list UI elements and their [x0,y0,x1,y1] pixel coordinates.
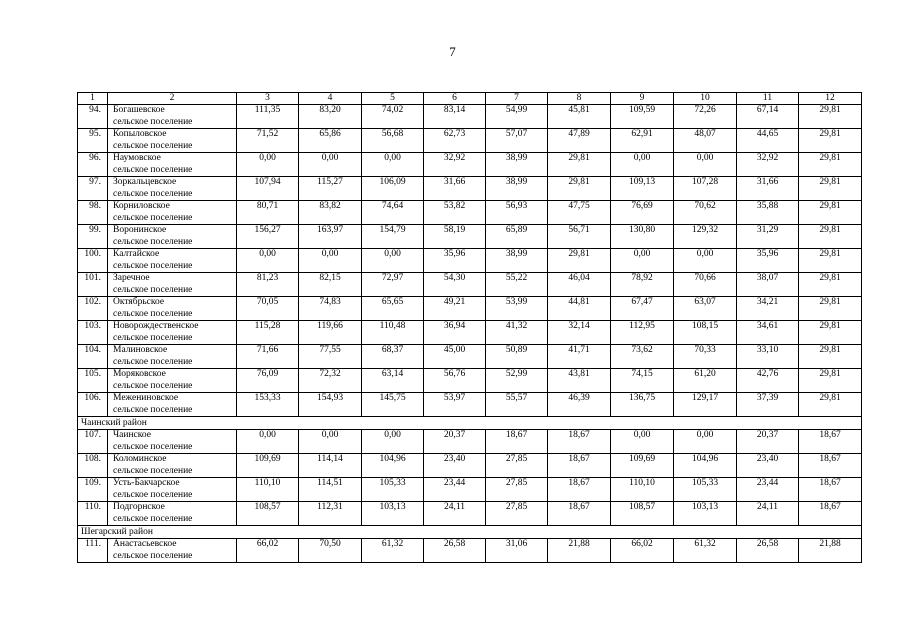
value-cell: 18,67 [486,430,548,454]
value-cell: 109,13 [611,177,674,201]
value-cell: 31,29 [737,225,799,249]
settlement-name-line1: Копыловское [113,129,167,139]
value-cell: 56,93 [486,201,548,225]
value-cell: 111,35 [237,105,299,129]
value-cell: 18,67 [548,454,611,478]
value-cell: 29,81 [548,153,611,177]
value-cell: 74,83 [299,297,362,321]
value-cell: 54,99 [486,105,548,129]
value-cell: 74,64 [362,201,424,225]
settlement-name-line1: Наумовское [113,153,161,163]
value-cell: 18,67 [548,502,611,526]
value-cell: 0,00 [362,430,424,454]
settlement-name [108,369,237,393]
value-cell: 18,67 [799,478,862,502]
value-cell: 53,99 [486,297,548,321]
value-cell: 70,33 [674,345,737,369]
value-cell: 82,15 [299,273,362,297]
row-number: 111. [78,539,108,563]
row-number: 107. [78,430,108,454]
value-cell: 72,32 [299,369,362,393]
value-cell: 106,09 [362,177,424,201]
value-cell: 44,65 [737,129,799,153]
value-cell: 49,21 [424,297,486,321]
value-cell: 65,89 [486,225,548,249]
row-number: 95. [78,129,108,153]
table-header-row [78,93,862,105]
value-cell: 29,81 [548,249,611,273]
value-cell: 47,89 [548,129,611,153]
value-cell: 38,99 [486,249,548,273]
value-cell: 46,39 [548,393,611,417]
value-cell: 0,00 [611,430,674,454]
value-cell: 32,14 [548,321,611,345]
value-cell: 46,04 [548,273,611,297]
row-number: 96. [78,153,108,177]
value-cell: 29,81 [799,345,862,369]
value-cell: 61,32 [674,539,737,563]
value-cell: 0,00 [674,430,737,454]
table-row [78,201,862,225]
value-cell: 54,30 [424,273,486,297]
value-cell: 105,33 [362,478,424,502]
settlement-name-line2: сельское поселение [113,284,193,295]
column-header: 10 [674,93,737,105]
table-row [78,225,862,249]
row-number: 108. [78,454,108,478]
value-cell: 50,89 [486,345,548,369]
column-header: 6 [424,93,486,105]
row-number: 103. [78,321,108,345]
value-cell: 53,82 [424,201,486,225]
value-cell: 83,14 [424,105,486,129]
value-cell: 56,76 [424,369,486,393]
value-cell: 104,96 [674,454,737,478]
value-cell: 61,32 [362,539,424,563]
value-cell: 67,47 [611,297,674,321]
settlement-name-line1: Октябрьское [113,297,165,307]
settlement-name-line2: сельское поселение [113,332,193,343]
value-cell: 32,92 [424,153,486,177]
settlement-name-line2: сельское поселение [113,212,193,223]
value-cell: 63,14 [362,369,424,393]
value-cell: 32,92 [737,153,799,177]
value-cell: 70,62 [674,201,737,225]
value-cell: 70,66 [674,273,737,297]
value-cell: 20,37 [737,430,799,454]
value-cell: 72,26 [674,105,737,129]
value-cell: 62,73 [424,129,486,153]
value-cell: 0,00 [362,249,424,273]
value-cell: 115,27 [299,177,362,201]
value-cell: 80,71 [237,201,299,225]
table-row [78,369,862,393]
settlement-name-line2: сельское поселение [113,116,193,127]
settlement-name-line2: сельское поселение [113,465,193,476]
value-cell: 72,97 [362,273,424,297]
settlement-name [108,502,237,526]
column-header: 12 [799,93,862,105]
settlement-name-line2: сельское поселение [113,489,193,500]
section-title: Чаинский район [78,417,862,430]
value-cell: 29,81 [799,249,862,273]
settlement-name-line2: сельское поселение [113,356,193,367]
value-cell: 47,75 [548,201,611,225]
value-cell: 29,81 [799,129,862,153]
value-cell: 153,33 [237,393,299,417]
value-cell: 26,58 [737,539,799,563]
value-cell: 21,88 [548,539,611,563]
settlement-name [108,393,237,417]
value-cell: 145,75 [362,393,424,417]
value-cell: 110,10 [611,478,674,502]
column-header: 4 [299,93,362,105]
row-number: 104. [78,345,108,369]
section-row [78,417,862,430]
settlement-name [108,249,237,273]
value-cell: 31,66 [424,177,486,201]
value-cell: 105,33 [674,478,737,502]
value-cell: 29,81 [799,297,862,321]
value-cell: 45,81 [548,105,611,129]
value-cell: 71,52 [237,129,299,153]
page-number: 7 [449,44,456,59]
row-number: 105. [78,369,108,393]
value-cell: 0,00 [299,430,362,454]
value-cell: 76,69 [611,201,674,225]
table-row [78,321,862,345]
row-number: 110. [78,502,108,526]
settlement-name-line1: Новорождественское [113,321,199,331]
settlement-name-line1: Малиновское [113,345,168,355]
value-cell: 41,71 [548,345,611,369]
value-cell: 103,13 [674,502,737,526]
value-cell: 104,96 [362,454,424,478]
settlement-name [108,177,237,201]
value-cell: 78,92 [611,273,674,297]
table-row [78,297,862,321]
value-cell: 38,99 [486,177,548,201]
settlement-name [108,297,237,321]
table-row [78,249,862,273]
value-cell: 0,00 [611,153,674,177]
value-cell: 70,05 [237,297,299,321]
value-cell: 35,88 [737,201,799,225]
settlement-name-line2: сельское поселение [113,550,193,561]
value-cell: 0,00 [299,153,362,177]
settlement-name-line2: сельское поселение [113,441,193,452]
value-cell: 0,00 [237,249,299,273]
column-header: 3 [237,93,299,105]
settlement-name [108,321,237,345]
value-cell: 0,00 [362,153,424,177]
value-cell: 27,85 [486,478,548,502]
value-cell: 57,07 [486,129,548,153]
settlement-name-line2: сельское поселение [113,404,193,415]
settlement-name [108,225,237,249]
value-cell: 18,67 [799,454,862,478]
value-cell: 29,81 [799,201,862,225]
value-cell: 23,44 [424,478,486,502]
value-cell: 74,02 [362,105,424,129]
value-cell: 18,67 [799,430,862,454]
value-cell: 61,20 [674,369,737,393]
value-cell: 65,65 [362,297,424,321]
value-cell: 83,82 [299,201,362,225]
settlement-name-line1: Межениновское [113,393,179,403]
value-cell: 27,85 [486,454,548,478]
settlement-name-line1: Подгорнское [113,502,165,512]
table-row [78,105,862,129]
value-cell: 29,81 [799,273,862,297]
value-cell: 35,96 [424,249,486,273]
value-cell: 27,85 [486,502,548,526]
value-cell: 129,17 [674,393,737,417]
settlement-name-line2: сельское поселение [113,513,193,524]
value-cell: 23,40 [737,454,799,478]
value-cell: 109,69 [237,454,299,478]
value-cell: 31,66 [737,177,799,201]
section-title: Шегарский район [78,526,862,539]
value-cell: 55,22 [486,273,548,297]
value-cell: 29,81 [799,321,862,345]
row-number: 102. [78,297,108,321]
value-cell: 55,57 [486,393,548,417]
value-cell: 76,09 [237,369,299,393]
value-cell: 70,50 [299,539,362,563]
value-cell: 110,10 [237,478,299,502]
value-cell: 0,00 [674,249,737,273]
table-row [78,430,862,454]
settlement-name [108,430,237,454]
value-cell: 115,28 [237,321,299,345]
settlement-name-line1: Калтайское [113,249,160,259]
value-cell: 0,00 [237,430,299,454]
value-cell: 29,81 [799,225,862,249]
value-cell: 52,99 [486,369,548,393]
column-header: 1 [78,93,108,105]
value-cell: 38,99 [486,153,548,177]
value-cell: 154,93 [299,393,362,417]
settlement-name-line1: Анастасьевское [113,539,177,549]
settlement-name [108,454,237,478]
value-cell: 68,37 [362,345,424,369]
value-cell: 29,81 [548,177,611,201]
settlement-name-line1: Зоркальцевское [113,177,177,187]
settlement-name [108,105,237,129]
value-cell: 21,88 [799,539,862,563]
value-cell: 114,51 [299,478,362,502]
row-number: 99. [78,225,108,249]
row-number: 106. [78,393,108,417]
settlement-name [108,539,237,563]
value-cell: 130,80 [611,225,674,249]
value-cell: 73,62 [611,345,674,369]
value-cell: 163,97 [299,225,362,249]
value-cell: 42,76 [737,369,799,393]
value-cell: 34,21 [737,297,799,321]
value-cell: 154,79 [362,225,424,249]
row-number: 109. [78,478,108,502]
value-cell: 44,81 [548,297,611,321]
settlement-name [108,201,237,225]
value-cell: 112,31 [299,502,362,526]
value-cell: 29,81 [799,153,862,177]
value-cell: 67,14 [737,105,799,129]
value-cell: 71,66 [237,345,299,369]
value-cell: 29,81 [799,105,862,129]
row-number: 97. [78,177,108,201]
column-header: 2 [108,93,237,105]
table-row [78,393,862,417]
table-row [78,454,862,478]
value-cell: 62,91 [611,129,674,153]
value-cell: 81,23 [237,273,299,297]
value-cell: 18,67 [548,478,611,502]
value-cell: 66,02 [611,539,674,563]
section-row [78,526,862,539]
row-number: 101. [78,273,108,297]
row-number: 98. [78,201,108,225]
value-cell: 107,94 [237,177,299,201]
settlement-name-line2: сельское поселение [113,140,193,151]
settlement-name-line1: Чаинское [113,430,151,440]
settlement-name-line2: сельское поселение [113,380,193,391]
value-cell: 36,94 [424,321,486,345]
value-cell: 74,15 [611,369,674,393]
table-row [78,502,862,526]
table-row [78,345,862,369]
value-cell: 18,67 [548,430,611,454]
value-cell: 35,96 [737,249,799,273]
value-cell: 0,00 [299,249,362,273]
column-header: 5 [362,93,424,105]
settlement-name [108,129,237,153]
column-header: 7 [486,93,548,105]
settlement-name [108,153,237,177]
value-cell: 33,10 [737,345,799,369]
settlement-name-line2: сельское поселение [113,164,193,175]
value-cell: 53,97 [424,393,486,417]
table-row [78,177,862,201]
row-number: 94. [78,105,108,129]
value-cell: 103,13 [362,502,424,526]
value-cell: 45,00 [424,345,486,369]
value-cell: 108,57 [611,502,674,526]
value-cell: 56,68 [362,129,424,153]
value-cell: 56,71 [548,225,611,249]
value-cell: 112,95 [611,321,674,345]
settlement-name [108,273,237,297]
value-cell: 38,07 [737,273,799,297]
settlement-name-line2: сельское поселение [113,188,193,199]
table-row [78,273,862,297]
settlement-name-line1: Богашевское [113,105,165,115]
value-cell: 43,81 [548,369,611,393]
value-cell: 109,69 [611,454,674,478]
value-cell: 107,28 [674,177,737,201]
value-cell: 24,11 [424,502,486,526]
table-row [78,153,862,177]
column-header: 11 [737,93,799,105]
value-cell: 20,37 [424,430,486,454]
value-cell: 136,75 [611,393,674,417]
value-cell: 29,81 [799,369,862,393]
settlement-name-line2: сельское поселение [113,308,193,319]
value-cell: 29,81 [799,177,862,201]
value-cell: 63,07 [674,297,737,321]
value-cell: 119,66 [299,321,362,345]
value-cell: 29,81 [799,393,862,417]
value-cell: 77,55 [299,345,362,369]
table-row [78,539,862,563]
settlement-name-line1: Коломинское [113,454,167,464]
value-cell: 108,15 [674,321,737,345]
settlement-name [108,478,237,502]
value-cell: 65,86 [299,129,362,153]
value-cell: 109,59 [611,105,674,129]
value-cell: 31,06 [486,539,548,563]
value-cell: 34,61 [737,321,799,345]
value-cell: 0,00 [674,153,737,177]
value-cell: 23,40 [424,454,486,478]
row-number: 100. [78,249,108,273]
value-cell: 108,57 [237,502,299,526]
value-cell: 26,58 [424,539,486,563]
value-cell: 110,48 [362,321,424,345]
settlement-name-line1: Моряковское [113,369,166,379]
settlement-name-line2: сельское поселение [113,236,193,247]
data-table [77,92,862,563]
value-cell: 156,27 [237,225,299,249]
value-cell: 37,39 [737,393,799,417]
value-cell: 129,32 [674,225,737,249]
settlement-name-line1: Воронинское [113,225,167,235]
settlement-name [108,345,237,369]
value-cell: 83,20 [299,105,362,129]
value-cell: 48,07 [674,129,737,153]
table-row [78,478,862,502]
column-header: 8 [548,93,611,105]
value-cell: 41,32 [486,321,548,345]
value-cell: 58,19 [424,225,486,249]
settlement-name-line1: Заречное [113,273,150,283]
value-cell: 23,44 [737,478,799,502]
column-header: 9 [611,93,674,105]
value-cell: 114,14 [299,454,362,478]
settlement-name-line1: Усть-Бакчарское [113,478,180,488]
settlement-name-line2: сельское поселение [113,260,193,271]
value-cell: 0,00 [237,153,299,177]
value-cell: 18,67 [799,502,862,526]
value-cell: 66,02 [237,539,299,563]
table-row [78,129,862,153]
value-cell: 0,00 [611,249,674,273]
settlement-name-line1: Корниловское [113,201,170,211]
value-cell: 24,11 [737,502,799,526]
